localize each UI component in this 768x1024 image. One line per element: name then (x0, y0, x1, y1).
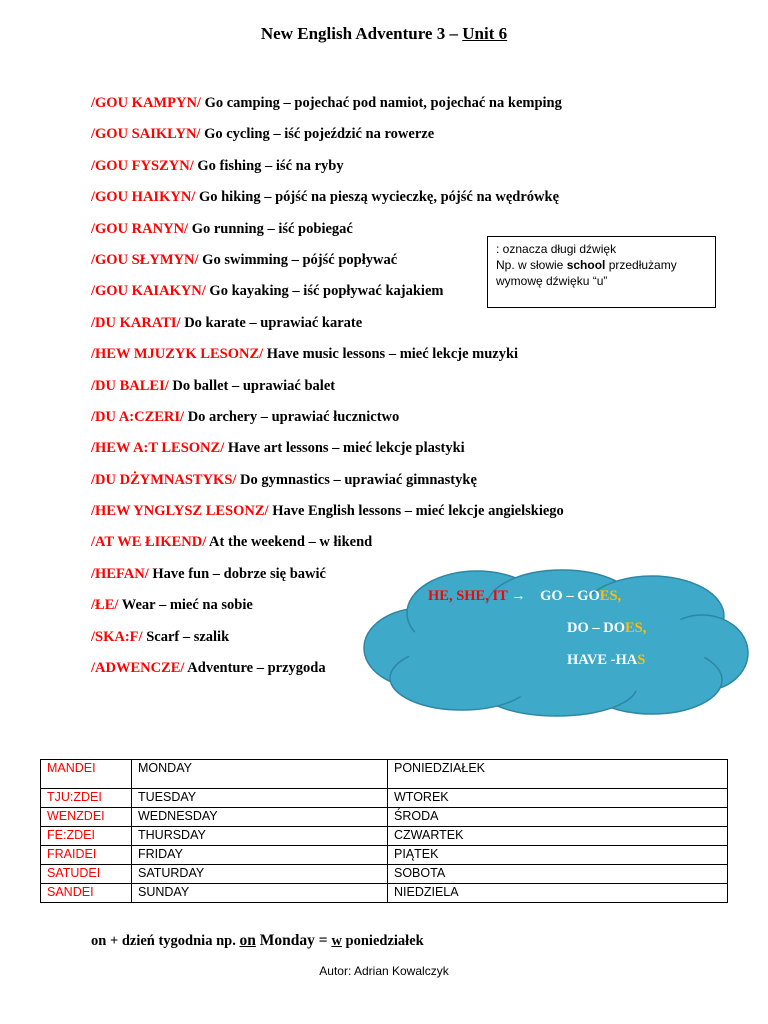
cloud-go-suffix: ES, (599, 588, 622, 604)
vocab-item (91, 186, 564, 217)
vocab-item (91, 123, 564, 154)
vocab-phonetic: /HEW A:T LESONZ/ (91, 440, 225, 457)
day-polish: PONIEDZIAŁEK (388, 760, 728, 789)
arrow-right-icon: → (511, 588, 526, 604)
day-english: TUESDAY (132, 789, 388, 808)
vocab-text: Go camping – pojechać pod namiot, pojechać na kemping (200, 95, 562, 111)
cloud-go-base: GO – GO (540, 588, 600, 604)
cloud-line-have (567, 652, 645, 669)
vocab-phonetic: /HEFAN/ (91, 565, 149, 582)
page-title (0, 24, 768, 44)
vocab-phonetic: /DU A:CZERI/ (91, 408, 185, 425)
table-row (41, 808, 728, 827)
vocab-item (91, 406, 564, 437)
vocab-phonetic: /SKA:F/ (91, 628, 143, 645)
vocab-item (91, 312, 564, 343)
day-phonetic: TJU:ZDEI (41, 789, 132, 808)
cloud-do-base: DO – DO (567, 620, 625, 636)
vocab-phonetic: /ADWENCZE/ (91, 660, 185, 677)
note-line-2 (496, 257, 707, 273)
vocab-text: Do karate – uprawiać karate (180, 314, 363, 331)
note-line-3: wymowę dźwięku “u” (496, 274, 608, 288)
vocab-phonetic: /ŁE/ (91, 597, 119, 614)
day-english: THURSDAY (132, 827, 388, 846)
vocab-phonetic: /GOU HAIKYN/ (91, 189, 196, 206)
author-credit: Autor: Adrian Kowalczyk (319, 964, 449, 978)
vocab-phonetic: /DU DŻYMNASTYKS/ (91, 471, 237, 488)
vocab-phonetic: /GOU SŁYMYN/ (91, 251, 199, 268)
vocab-phonetic: /AT WE ŁIKEND/ (91, 534, 207, 551)
table-row (41, 884, 728, 903)
cloud-have-suffix: S (637, 652, 646, 668)
cloud-line-go (428, 588, 621, 605)
cloud-have-base: HAVE -HA (567, 652, 638, 668)
vocab-item (91, 92, 564, 123)
day-polish: PIĄTEK (388, 846, 728, 865)
table-row (41, 865, 728, 884)
note-line-2-pre: Np. w słowie (496, 258, 567, 272)
grammar-cloud (362, 568, 750, 718)
vocab-item (91, 531, 564, 562)
vocab-phonetic: /HEW MJUZYK LESONZ/ (91, 346, 264, 363)
vocab-item (91, 155, 564, 186)
vocab-text: Do archery – uprawiać łucznictwo (184, 408, 400, 425)
vocab-text: Do ballet – uprawiać balet (168, 377, 336, 394)
days-of-week-table (40, 759, 728, 903)
rule-monday: Monday = (255, 932, 332, 949)
table-row (41, 789, 728, 808)
vocab-text: Adventure – przygoda (184, 660, 326, 677)
note-example-word: school (566, 258, 606, 272)
vocab-item (91, 343, 564, 374)
vocab-text: Have fun – dobrze się bawić (148, 565, 326, 582)
vocab-item (91, 469, 564, 500)
vocab-phonetic: /GOU KAMPYN/ (91, 95, 201, 111)
rule-polish: poniedziałek (341, 933, 424, 949)
day-english: FRIDAY (132, 846, 388, 865)
vocab-phonetic: /GOU FYSZYN/ (91, 157, 194, 174)
day-phonetic: WENZDEI (41, 808, 132, 827)
vocab-text: Have English lessons – mieć lekcje angielskiego (268, 503, 564, 520)
title-main: New English Adventure 3 – (260, 24, 463, 43)
cloud-line-do (567, 620, 646, 637)
table-row (41, 846, 728, 865)
vocab-text: Go hiking – pójść na pieszą wycieczkę, pójść na wędrówkę (195, 189, 560, 206)
day-english: MONDAY (132, 760, 388, 789)
vocab-phonetic: /HEW YNGLYSZ LESONZ/ (91, 503, 269, 520)
vocab-item (91, 375, 564, 406)
day-polish: ŚRODA (388, 808, 728, 827)
vocab-text: Have art lessons – mieć lekcje plastyki (224, 440, 465, 457)
day-polish: SOBOTA (388, 865, 728, 884)
day-phonetic: SATUDEI (41, 865, 132, 884)
vocab-text: Do gymnastics – uprawiać gimnastykę (236, 471, 477, 488)
vocab-phonetic: /GOU RANYN/ (91, 220, 189, 237)
cloud-do-suffix: ES, (625, 620, 647, 636)
vocab-phonetic: /DU KARATI/ (91, 314, 181, 331)
day-phonetic: FRAIDEI (41, 846, 132, 865)
vocab-item (91, 500, 564, 531)
pronunciation-note-box (487, 236, 716, 308)
vocab-phonetic: /GOU SAIKLYN/ (91, 126, 201, 143)
vocab-text: Scarf – szalik (142, 628, 230, 645)
vocab-phonetic: /DU BALEI/ (91, 377, 169, 394)
vocab-text: Go swimming – pójść popływać (198, 251, 398, 268)
vocab-phonetic: /GOU KAIAKYN/ (91, 283, 206, 300)
day-english: WEDNESDAY (132, 808, 388, 827)
vocab-text: Have music lessons – mieć lekcje muzyki (263, 346, 519, 363)
note-line-2-post: przedłużamy (605, 258, 677, 272)
day-english: SATURDAY (132, 865, 388, 884)
vocab-text: Go cycling – iść pojeździć na rowerze (200, 126, 435, 143)
vocab-text: Go fishing – iść na ryby (193, 157, 344, 174)
note-line-1: : oznacza długi dźwięk (496, 242, 617, 256)
day-phonetic: FE:ZDEI (41, 827, 132, 846)
day-phonetic: MANDEI (41, 760, 132, 789)
day-polish: WTOREK (388, 789, 728, 808)
vocab-item (91, 437, 564, 468)
cloud-subject: HE, SHE, IT (428, 588, 508, 604)
table-row (41, 827, 728, 846)
day-polish: NIEDZIELA (388, 884, 728, 903)
day-english: SUNDAY (132, 884, 388, 903)
vocab-text: Go kayaking – iść popływać kajakiem (205, 283, 444, 300)
vocab-text: Go running – iść pobiegać (188, 220, 353, 237)
vocab-text: At the weekend – w łikend (206, 534, 373, 551)
rule-on: on (239, 932, 256, 949)
rule-part-1: on + dzień tygodnia np. (91, 933, 240, 949)
table-row (41, 760, 728, 789)
day-preposition-rule (91, 932, 424, 950)
rule-w: w (331, 933, 342, 949)
day-polish: CZWARTEK (388, 827, 728, 846)
day-phonetic: SANDEI (41, 884, 132, 903)
vocab-text: Wear – mieć na sobie (118, 597, 253, 614)
title-unit: Unit 6 (462, 24, 508, 43)
